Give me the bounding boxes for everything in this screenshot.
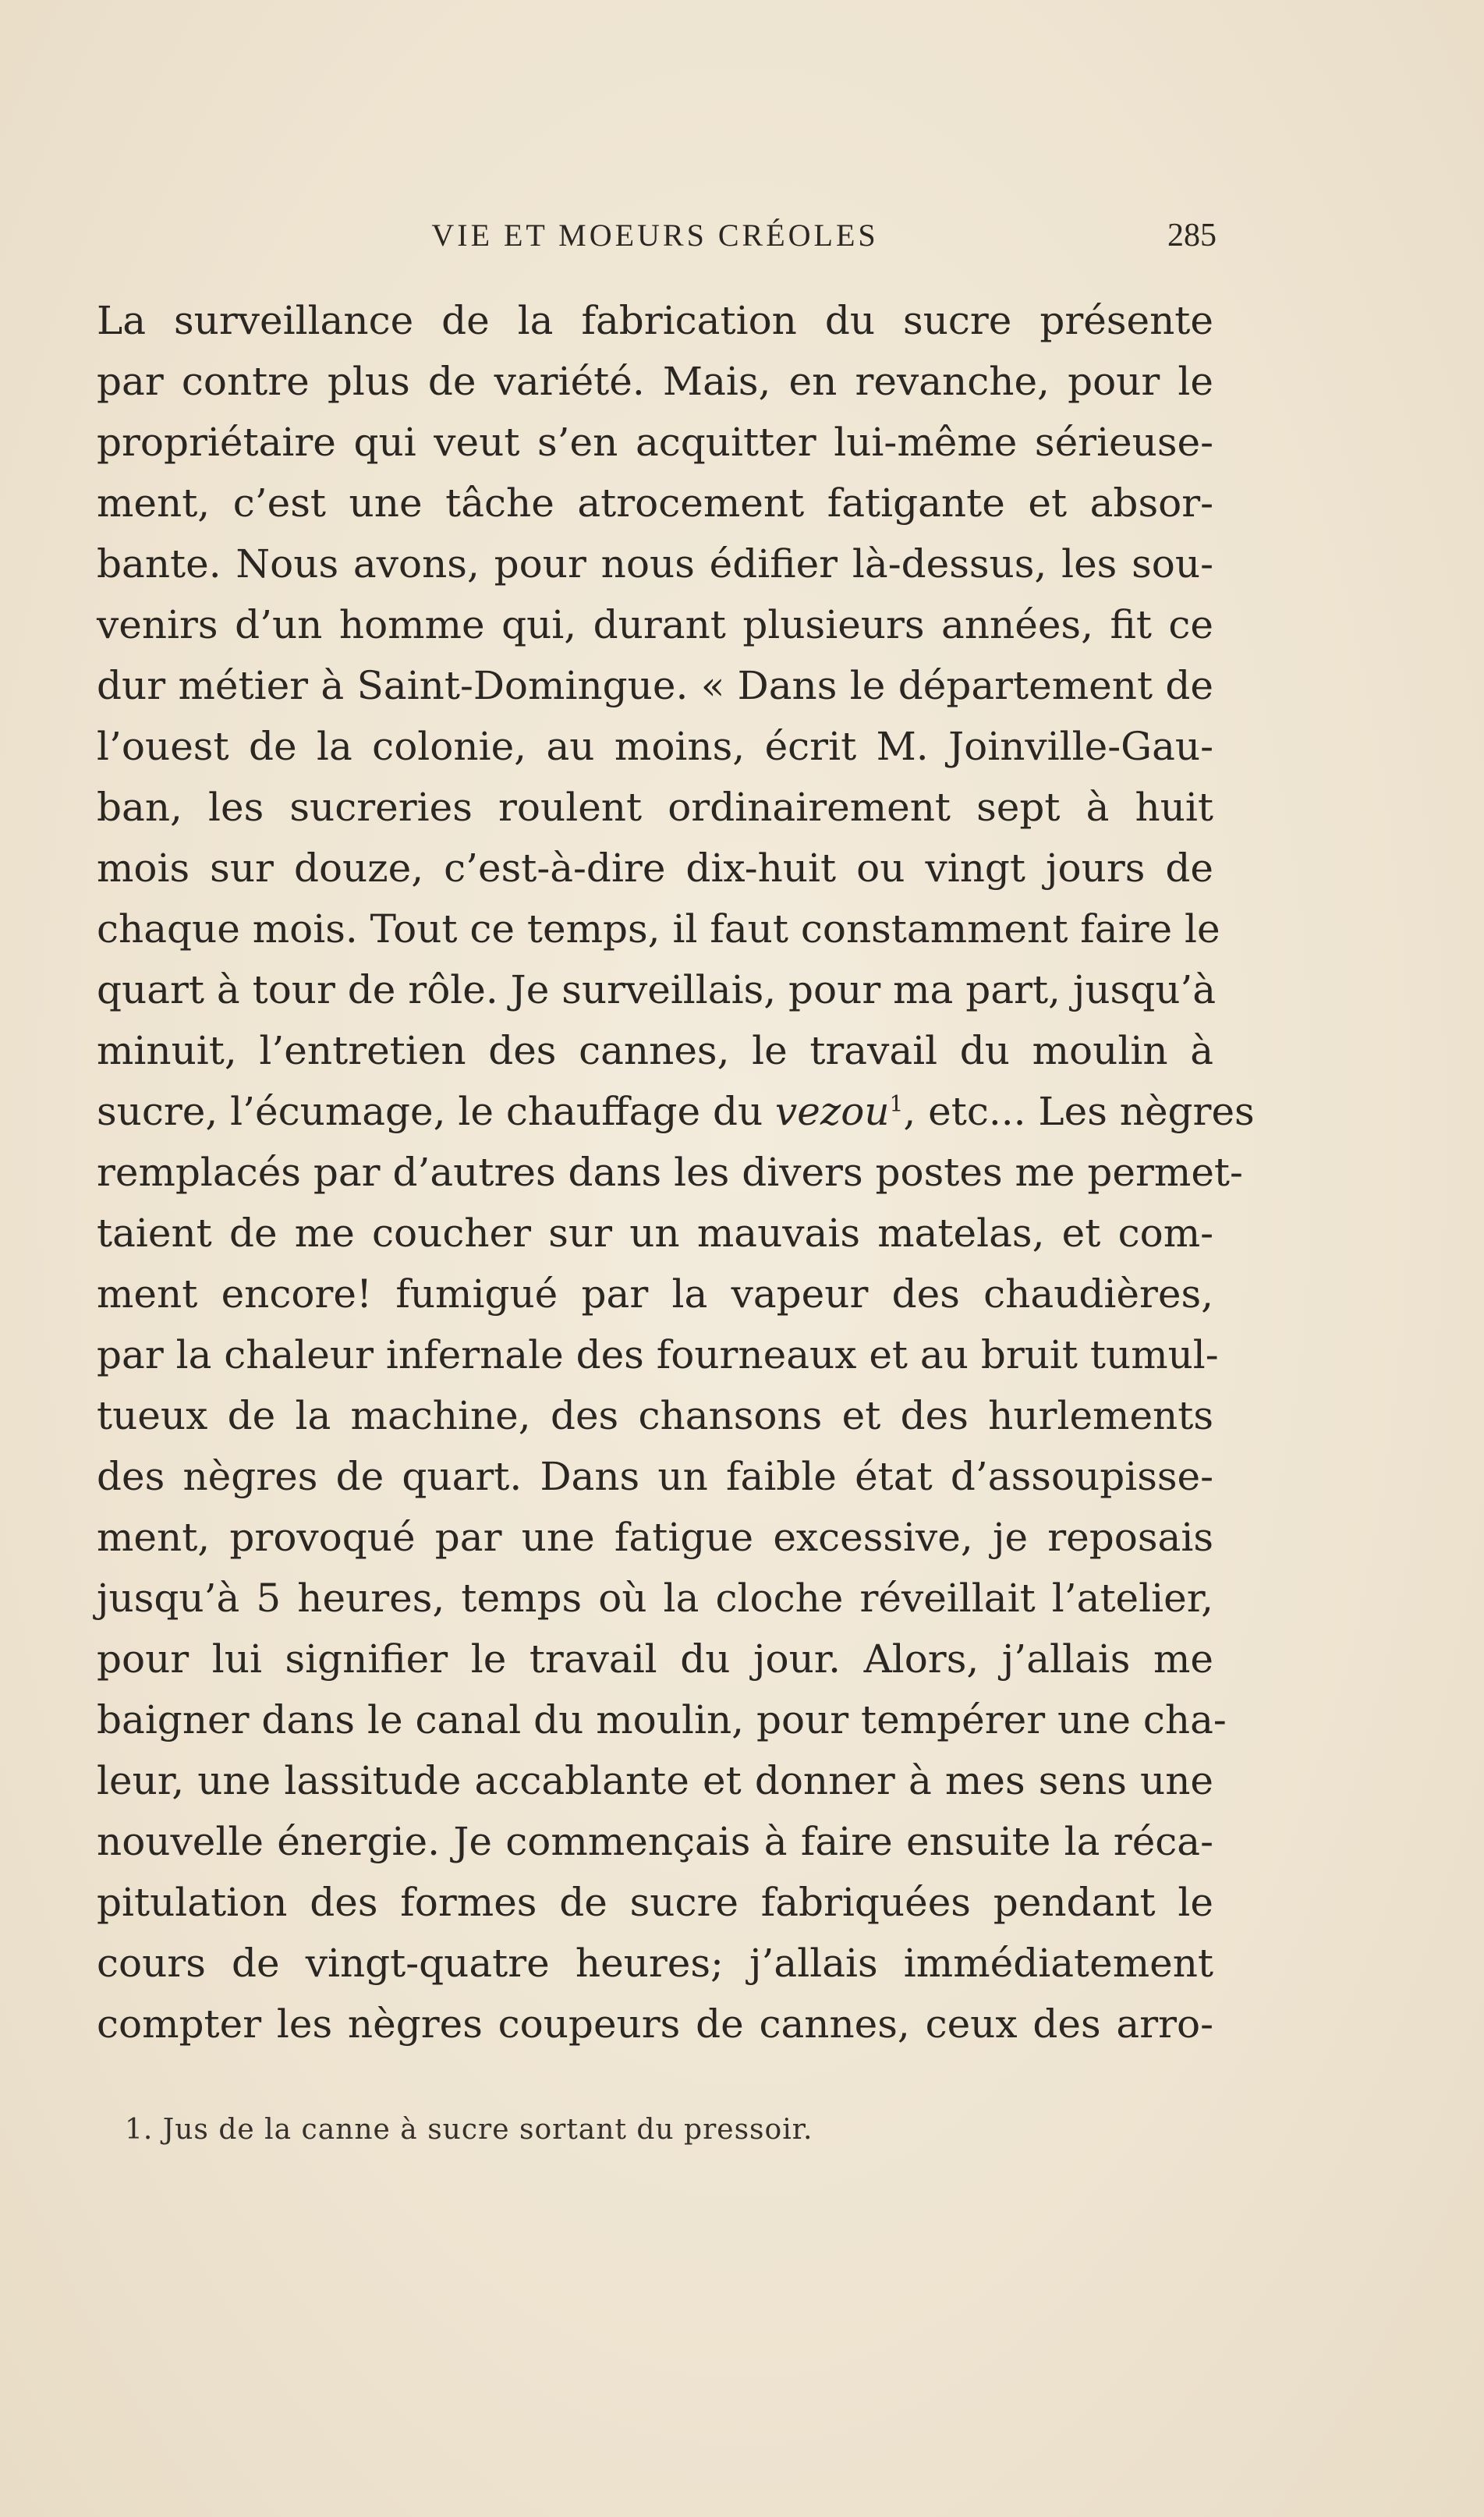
text-line: ment, provoqué par une fatigue excessive, je reposais: [97, 1515, 1213, 1560]
text-line: pour lui signifier le travail du jour. Alors, j’allais me: [97, 1636, 1213, 1682]
text-line: bante. Nous avons, pour nous édifier là-dessus, les sou-: [97, 541, 1213, 587]
running-head: [94, 217, 1217, 256]
text-line: chaque mois. Tout ce temps, il faut constamment faire le: [97, 906, 1220, 952]
text-line: La surveillance de la fabrication du sucre présente: [97, 298, 1213, 343]
italic-term: vezou: [775, 1089, 890, 1134]
text-line: pitulation des formes de sucre fabriquées pendant le: [97, 1880, 1213, 1925]
text-line: par contre plus de variété. Mais, en revanche, pour le: [97, 359, 1213, 404]
text-line: taient de me coucher sur un mauvais matelas, et com-: [97, 1211, 1213, 1256]
text-line: propriétaire qui veut s’en acquitter lui-même sérieuse-: [97, 420, 1213, 465]
footnote: 1. Jus de la canne à sucre sortant du pressoir.: [125, 2114, 813, 2146]
text-line: tueux de la machine, des chansons et des hurlements: [97, 1393, 1213, 1438]
text-line: remplacés par d’autres dans les divers postes me permet-: [97, 1150, 1243, 1195]
footnote-mark: 1: [889, 1090, 904, 1117]
text-line: baigner dans le canal du moulin, pour tempérer une cha-: [97, 1697, 1227, 1742]
text-line: jusqu’à 5 heures, temps où la cloche réveillait l’atelier,: [97, 1576, 1213, 1621]
text-line: ment, c’est une tâche atrocement fatigante et absor-: [97, 480, 1213, 526]
text-line: compter les nègres coupeurs de cannes, ceux des arro-: [97, 2001, 1213, 2047]
text-line: mois sur douze, c’est-à-dire dix-huit ou vingt jours de: [97, 845, 1213, 891]
text-line: venirs d’un homme qui, durant plusieurs années, fit ce: [97, 602, 1213, 647]
text-line: leur, une lassitude accablante et donner à mes sens une: [97, 1758, 1213, 1803]
line-text-before: sucre, l’écumage, le chauffage du: [97, 1089, 776, 1134]
line-text-after: , etc... Les nègres: [903, 1089, 1255, 1134]
text-line: ban, les sucreries roulent ordinairement sept à huit: [97, 785, 1213, 830]
text-line: l’ouest de la colonie, au moins, écrit M. Joinville-Gau-: [97, 724, 1213, 769]
text-line: quart à tour de rôle. Je surveillais, pour ma part, jusqu’à: [97, 967, 1217, 1012]
text-line: dur métier à Saint-Domingue. « Dans le département de: [97, 663, 1213, 708]
text-line: minuit, l’entretien des cannes, le travail du moulin à: [97, 1028, 1213, 1073]
text-line: nouvelle énergie. Je commençais à faire ensuite la réca-: [97, 1819, 1213, 1864]
body-text: [97, 290, 1255, 2054]
text-line-with-note: [97, 1081, 1255, 1142]
text-line: cours de vingt-quatre heures; j’allais immédiatement: [97, 1941, 1213, 1986]
text-line: des nègres de quart. Dans un faible état d’assoupisse-: [97, 1454, 1213, 1499]
page-number: 285: [1167, 218, 1217, 253]
running-title: VIE ET MOEURS CRÉOLES: [431, 218, 879, 253]
text-line: par la chaleur infernale des fourneaux et au bruit tumul-: [97, 1332, 1219, 1377]
text-line: ment encore! fumigué par la vapeur des chaudières,: [97, 1271, 1213, 1317]
